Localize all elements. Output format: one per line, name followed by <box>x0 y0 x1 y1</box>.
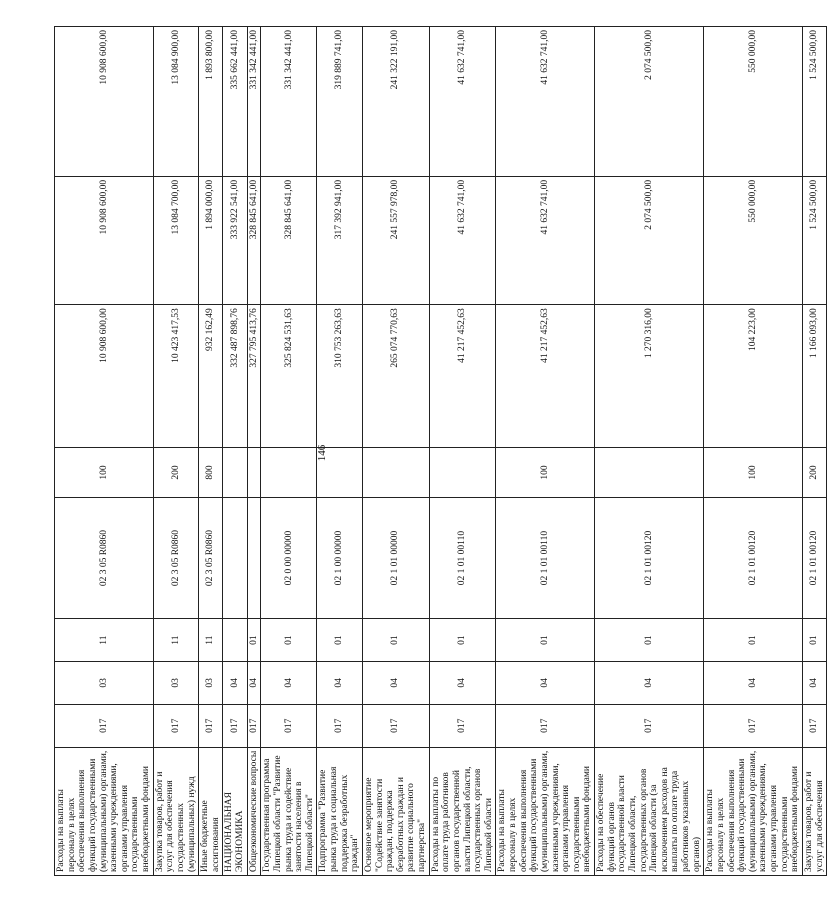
target-article-code: 02 3 05 R0860 <box>199 497 223 618</box>
expense-type-code: 100 <box>496 447 595 497</box>
target-article-code: 02 1 01 00000 <box>362 497 429 618</box>
amount-year-3: 1 524 500,00 <box>802 27 826 177</box>
amount-year-1: 41 217 452,63 <box>496 305 595 448</box>
amount-year-1: 332 487 898,76 <box>223 305 247 448</box>
section-code: 04 <box>429 662 496 705</box>
subsection-code: 11 <box>55 619 154 662</box>
target-article-code: 02 0 00 00000 <box>261 497 317 618</box>
expense-type-code: 100 <box>704 447 803 497</box>
amount-year-3: 331 342 441,00 <box>247 27 261 177</box>
budget-item-name: Основное мероприятие "Содействие занятости граждан, поддержка безработных граждан и развитие социального партнерства" <box>362 747 429 875</box>
amount-year-2: 13 084 700,00 <box>153 176 199 304</box>
budget-item-name: Расходы на выплаты по оплате труда работников органов государственной власти Липецкой области, государственных органов Липецкой области <box>429 747 496 875</box>
amount-year-2: 10 908 600,00 <box>55 176 154 304</box>
amount-year-3: 241 322 191,00 <box>362 27 429 177</box>
section-code: 04 <box>496 662 595 705</box>
amount-year-1: 1 166 093,00 <box>802 305 826 448</box>
section-code: 04 <box>317 662 363 705</box>
ministry-code: 017 <box>802 704 826 747</box>
section-code: 03 <box>55 662 154 705</box>
ministry-code: 017 <box>595 704 704 747</box>
amount-year-2: 2 074 500,00 <box>595 176 704 304</box>
amount-year-1: 265 074 770,63 <box>362 305 429 448</box>
amount-year-1: 327 795 413,76 <box>247 305 261 448</box>
amount-year-1: 325 824 531,63 <box>261 305 317 448</box>
subsection-code: 01 <box>802 619 826 662</box>
expense-type-code <box>429 447 496 497</box>
amount-year-3: 550 000,00 <box>704 27 803 177</box>
table-row <box>317 27 363 876</box>
page-number: 146 <box>316 444 328 462</box>
ministry-code: 017 <box>429 704 496 747</box>
ministry-code: 017 <box>55 704 154 747</box>
amount-year-1: 104 223,00 <box>704 305 803 448</box>
subsection-code: 01 <box>429 619 496 662</box>
section-code: 04 <box>223 662 247 705</box>
table-row <box>362 27 429 876</box>
table-row <box>261 27 317 876</box>
amount-year-3: 10 908 600,00 <box>55 27 154 177</box>
amount-year-1: 10 423 417,53 <box>153 305 199 448</box>
table-row <box>496 27 595 876</box>
ministry-code: 017 <box>496 704 595 747</box>
ministry-code: 017 <box>704 704 803 747</box>
table-row <box>429 27 496 876</box>
section-code: 04 <box>704 662 803 705</box>
expense-type-code: 200 <box>153 447 199 497</box>
expense-type-code: 200 <box>802 447 826 497</box>
target-article-code: 02 1 00 00000 <box>317 497 363 618</box>
subsection-code: 11 <box>153 619 199 662</box>
budget-item-name: Государственная программа Липецкой области "Развитие рынка труда и содействие занятости населения в Липецкой области" <box>261 747 317 875</box>
section-code: 03 <box>199 662 223 705</box>
ministry-code: 017 <box>261 704 317 747</box>
expense-type-code <box>317 447 363 497</box>
amount-year-3: 2 074 500,00 <box>595 27 704 177</box>
table-row <box>55 27 154 876</box>
ministry-code: 017 <box>199 704 223 747</box>
amount-year-2: 328 845 641,00 <box>247 176 261 304</box>
expense-type-code <box>247 447 261 497</box>
amount-year-1: 1 270 316,00 <box>595 305 704 448</box>
amount-year-2: 333 922 541,00 <box>223 176 247 304</box>
budget-table-container <box>54 26 825 876</box>
subsection-code: 01 <box>261 619 317 662</box>
table-row <box>247 27 261 876</box>
ministry-code: 017 <box>362 704 429 747</box>
amount-year-2: 328 845 641,00 <box>261 176 317 304</box>
amount-year-1: 10 908 600,00 <box>55 305 154 448</box>
budget-table <box>54 26 827 876</box>
ministry-code: 017 <box>247 704 261 747</box>
ministry-code: 017 <box>223 704 247 747</box>
subsection-code: 01 <box>317 619 363 662</box>
amount-year-1: 310 753 263,63 <box>317 305 363 448</box>
subsection-code: 01 <box>595 619 704 662</box>
target-article-code: 02 1 01 00110 <box>496 497 595 618</box>
table-body <box>55 27 827 876</box>
budget-item-name: Закупка товаров, работ и услуг для обеспечения <box>802 747 826 875</box>
budget-item-name: Иные бюджетные ассигнования <box>199 747 223 875</box>
amount-year-3: 13 084 900,00 <box>153 27 199 177</box>
expense-type-code <box>595 447 704 497</box>
subsection-code: 01 <box>704 619 803 662</box>
expense-type-code: 100 <box>55 447 154 497</box>
ministry-code: 017 <box>317 704 363 747</box>
budget-item-name: Закупка товаров, работ и услуг для обеспечения государственных (муниципальных) нужд <box>153 747 199 875</box>
amount-year-2: 41 632 741,00 <box>496 176 595 304</box>
target-article-code: 02 3 05 R0860 <box>55 497 154 618</box>
amount-year-1: 41 217 452,63 <box>429 305 496 448</box>
table-row <box>802 27 826 876</box>
ministry-code: 017 <box>153 704 199 747</box>
table-row <box>595 27 704 876</box>
amount-year-2: 1 524 500,00 <box>802 176 826 304</box>
section-code: 03 <box>153 662 199 705</box>
amount-year-3: 319 889 741,00 <box>317 27 363 177</box>
budget-item-name: Расходы на выплаты персоналу в целях обеспечения выполнения функций государственными (муниципальными) органами, казенными учреждениями, органами управления государственными внебюджетными фондами <box>704 747 803 875</box>
budget-item-name: НАЦИОНАЛЬНАЯ ЭКОНОМИКА <box>223 747 247 875</box>
amount-year-2: 550 000,00 <box>704 176 803 304</box>
budget-item-name: Расходы на обеспечение функций органов государственной власти Липецкой области, государственных органов Липецкой области (за исключением расходов на выплаты по оплате труда работников указанных органов) <box>595 747 704 875</box>
target-article-code: 02 3 05 R0860 <box>153 497 199 618</box>
subsection-code: 01 <box>362 619 429 662</box>
target-article-code <box>223 497 247 618</box>
budget-item-name: Расходы на выплаты персоналу в целях обеспечения выполнения функций государственными (муниципальными) органами, казенными учреждениями, органами управления государственными внебюджетными фондами <box>55 747 154 875</box>
expense-type-code <box>223 447 247 497</box>
table-row <box>153 27 199 876</box>
amount-year-3: 1 893 800,00 <box>199 27 223 177</box>
amount-year-2: 41 632 741,00 <box>429 176 496 304</box>
table-row <box>199 27 223 876</box>
amount-year-2: 317 392 941,00 <box>317 176 363 304</box>
amount-year-3: 331 342 441,00 <box>261 27 317 177</box>
budget-item-name: Подпрограмма "Развитие рынка труда и социальная поддержка безработных граждан" <box>317 747 363 875</box>
subsection-code: 11 <box>199 619 223 662</box>
table-row <box>223 27 247 876</box>
target-article-code: 02 1 01 00120 <box>595 497 704 618</box>
target-article-code: 02 1 01 00120 <box>704 497 803 618</box>
section-code: 04 <box>261 662 317 705</box>
expense-type-code: 800 <box>199 447 223 497</box>
section-code: 04 <box>247 662 261 705</box>
subsection-code: 01 <box>247 619 261 662</box>
expense-type-code <box>261 447 317 497</box>
amount-year-3: 41 632 741,00 <box>429 27 496 177</box>
budget-item-name: Расходы на выплаты персоналу в целях обеспечения выполнения функций государственными (муниципальными) органами, казенными учреждениями, органами управления государственными внебюджетными фондами <box>496 747 595 875</box>
budget-item-name: Общеэкономические вопросы <box>247 747 261 875</box>
section-code: 04 <box>595 662 704 705</box>
section-code: 04 <box>802 662 826 705</box>
section-code: 04 <box>362 662 429 705</box>
amount-year-3: 335 662 441,00 <box>223 27 247 177</box>
subsection-code <box>223 619 247 662</box>
table-row <box>704 27 803 876</box>
amount-year-2: 1 894 000,00 <box>199 176 223 304</box>
expense-type-code <box>362 447 429 497</box>
amount-year-2: 241 557 978,00 <box>362 176 429 304</box>
amount-year-3: 41 632 741,00 <box>496 27 595 177</box>
subsection-code: 01 <box>496 619 595 662</box>
target-article-code: 02 1 01 00110 <box>429 497 496 618</box>
target-article-code <box>247 497 261 618</box>
amount-year-1: 932 162,49 <box>199 305 223 448</box>
target-article-code: 02 1 01 00120 <box>802 497 826 618</box>
